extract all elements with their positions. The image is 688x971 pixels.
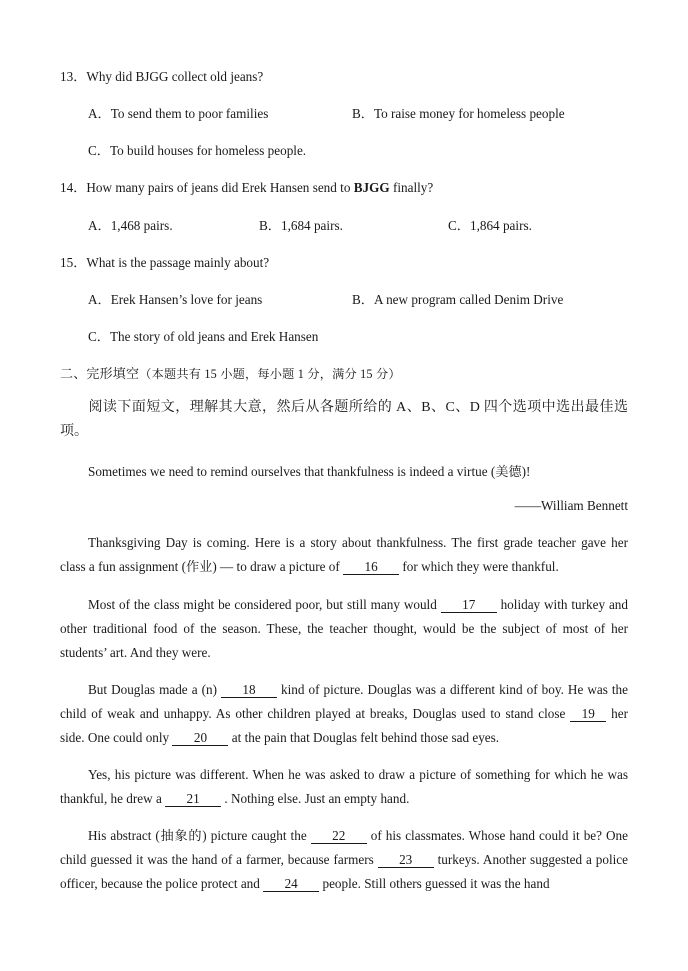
section-heading-title: 二、完形填空 <box>60 366 140 381</box>
question-15-option-a: A．Erek Hansen’s love for jeans <box>88 292 263 307</box>
paragraph-4-text-a: Yes, his picture was different. When he was asked to draw a picture of something for which he was thankful, he drew a <box>60 767 628 806</box>
blank-24: 24 <box>263 877 319 892</box>
question-13-option-c: C．To build houses for homeless people. <box>88 143 307 158</box>
question-14-stem <box>60 177 433 196</box>
blank-16: 16 <box>343 560 399 575</box>
question-14-option-c: C．1,864 pairs. <box>448 218 532 233</box>
question-13-option-b: B．To raise money for homeless people <box>352 106 565 121</box>
question-13-stem: 13．Why did BJGG collect old jeans? <box>60 69 264 84</box>
passage-paragraph-2 <box>60 593 628 665</box>
blank-23: 23 <box>378 853 434 868</box>
question-14-stem-end: finally? <box>389 180 434 195</box>
blank-18: 18 <box>221 683 277 698</box>
paragraph-3-text-c: her side. One could only <box>60 706 628 745</box>
paragraph-1-text-a: Thanksgiving Day is coming. Here is a story about thankfulness. The first grade teacher gave her class a fun assignment (作业) — to draw a picture of <box>60 535 628 574</box>
quote-author: ——William Bennett <box>514 498 628 513</box>
paragraph-1-text-b: for which they were thankful. <box>399 559 559 574</box>
passage-paragraph-1 <box>60 531 628 579</box>
paragraph-5-text-a: His abstract (抽象的) picture caught the <box>88 828 311 843</box>
blank-19: 19 <box>570 707 606 722</box>
paragraph-3-text-a: But Douglas made a (n) <box>88 682 221 697</box>
question-14-option-b: B．1,684 pairs. <box>259 218 343 233</box>
paragraph-5-text-d: people. Still others guessed it was the hand <box>319 876 550 891</box>
section-instruction-text: 阅读下面短文，理解其大意，然后从各题所给的 A、B、C、D 四个选项中选出最佳选项。 <box>60 400 628 439</box>
section-heading-note: （本题共有 15 小题，每小题 1 分，满分 15 分） <box>139 367 401 381</box>
blank-21: 21 <box>165 792 221 807</box>
paragraph-3-text-b: kind of picture. Douglas was a different kind of boy. He was the child of weak and unhappy. As other children played at breaks, Douglas used to stand close <box>60 682 628 721</box>
paragraph-5-text-b: of his classmates. Whose hand could it be? One child guessed it was the hand of a farmer, because farmers <box>60 828 629 867</box>
question-15-stem: 15．What is the passage mainly about? <box>60 255 270 270</box>
paragraph-4-text-b: . Nothing else. Just an empty hand. <box>221 791 410 806</box>
paragraph-3-text-d: at the pain that Douglas felt behind those sad eyes. <box>228 730 500 745</box>
paragraph-5-text-c: turkeys. Another suggested a police officer, because the police protect and <box>60 852 628 891</box>
question-15-option-b: B．A new program called Denim Drive <box>352 292 564 307</box>
question-14-stem-bold: BJGG <box>353 180 390 195</box>
question-14-option-a: A．1,468 pairs. <box>88 218 173 233</box>
passage-paragraph-5 <box>60 824 628 896</box>
passage-paragraph-4 <box>60 763 628 811</box>
passage-paragraph-3 <box>60 678 628 750</box>
blank-20: 20 <box>172 731 228 746</box>
quote-text: Sometimes we need to remind ourselves that thankfulness is indeed a virtue (美德)! <box>88 464 531 479</box>
section-instruction <box>60 396 628 444</box>
question-14-stem-start: 14．How many pairs of jeans did Erek Hansen send to <box>60 180 354 195</box>
section-heading <box>60 363 401 382</box>
paragraph-2-text-b: holiday with turkey and other traditional food of the season. These, the teacher thought, would be the subject of most of her students’ art. And they were. <box>60 597 628 660</box>
blank-22: 22 <box>311 829 367 844</box>
question-15-option-c: C．The story of old jeans and Erek Hansen <box>88 329 319 344</box>
question-13-option-a: A．To send them to poor families <box>88 106 269 121</box>
paragraph-2-text-a: Most of the class might be considered poor, but still many would <box>88 597 441 612</box>
blank-17: 17 <box>441 598 497 613</box>
